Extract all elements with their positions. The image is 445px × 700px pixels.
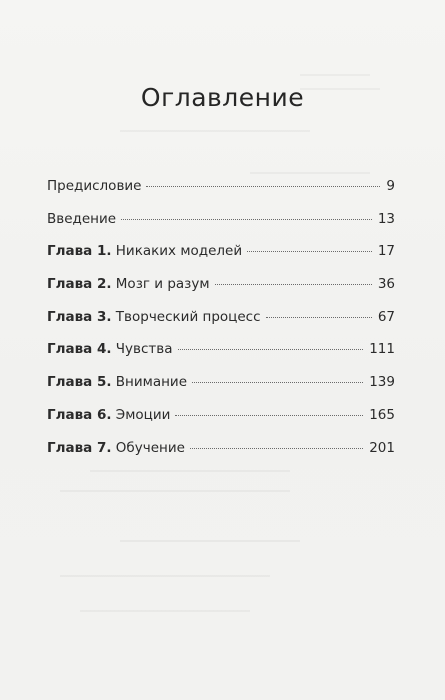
toc-row[interactable] xyxy=(47,309,395,342)
toc-entry-label xyxy=(47,243,242,259)
toc-entry-title: Предисловие xyxy=(47,178,142,194)
toc-entry-title: Мозг и разум xyxy=(115,276,210,293)
show-through-line xyxy=(120,130,310,132)
toc-entry-label xyxy=(47,211,116,227)
toc-chapter-number: Глава 2. xyxy=(47,276,112,293)
toc-entry-label xyxy=(47,407,170,423)
show-through-line xyxy=(300,74,370,76)
toc-chapter-number: Глава 3. xyxy=(47,308,112,325)
toc-page-number: 67 xyxy=(377,308,395,325)
toc-entry-title: Введение xyxy=(47,210,117,227)
dot-leader xyxy=(215,284,372,285)
toc-row[interactable] xyxy=(47,243,395,276)
toc-entry-title: Внимание xyxy=(115,374,188,391)
toc-page-number: 36 xyxy=(377,276,395,293)
dot-leader xyxy=(190,448,363,449)
toc-chapter-number: Глава 4. xyxy=(47,341,112,358)
toc-entry-label xyxy=(47,276,210,292)
toc-row[interactable] xyxy=(47,407,395,440)
dot-leader xyxy=(178,349,364,350)
toc-entry-label xyxy=(47,178,141,194)
toc-chapter-number: Глава 6. xyxy=(47,406,112,423)
toc-page-number: 165 xyxy=(369,406,395,423)
toc-row[interactable] xyxy=(47,211,395,244)
dot-leader xyxy=(121,219,372,220)
toc-entry-title: Чувства xyxy=(115,341,173,358)
toc-entry-label xyxy=(47,374,187,390)
toc-row[interactable] xyxy=(47,178,395,211)
page-title: Оглавление xyxy=(140,82,305,112)
dot-leader xyxy=(192,382,363,383)
show-through-line xyxy=(250,172,370,174)
show-through-line xyxy=(60,490,290,492)
toc-row[interactable] xyxy=(47,374,395,407)
dot-leader xyxy=(146,186,380,187)
toc-chapter-number: Глава 5. xyxy=(47,374,112,391)
toc-row[interactable] xyxy=(47,276,395,309)
toc-chapter-number: Глава 1. xyxy=(47,243,112,260)
toc-page-number: 111 xyxy=(369,341,395,358)
toc-entry-title: Обучение xyxy=(115,439,185,456)
toc-row[interactable] xyxy=(47,440,395,473)
toc-chapter-number: Глава 7. xyxy=(47,439,112,456)
toc-entry-title: Никаких моделей xyxy=(115,243,243,260)
toc-page-number: 13 xyxy=(377,210,395,227)
dot-leader xyxy=(175,415,363,416)
toc-entry-label xyxy=(47,341,173,357)
dot-leader xyxy=(247,251,372,252)
table-of-contents xyxy=(47,178,395,472)
toc-row[interactable] xyxy=(47,341,395,374)
toc-entry-label xyxy=(47,440,185,456)
toc-page-number: 9 xyxy=(386,178,395,194)
show-through-line xyxy=(80,610,250,612)
toc-page-number: 201 xyxy=(369,439,395,456)
toc-entry-label xyxy=(47,309,261,325)
toc-entry-title: Творческий процесс xyxy=(115,308,261,325)
toc-page-number: 17 xyxy=(377,243,395,260)
dot-leader xyxy=(266,317,372,318)
toc-entry-title: Эмоции xyxy=(115,406,171,423)
show-through-line xyxy=(60,575,270,577)
toc-page-number: 139 xyxy=(369,374,395,391)
show-through-line xyxy=(120,540,300,542)
